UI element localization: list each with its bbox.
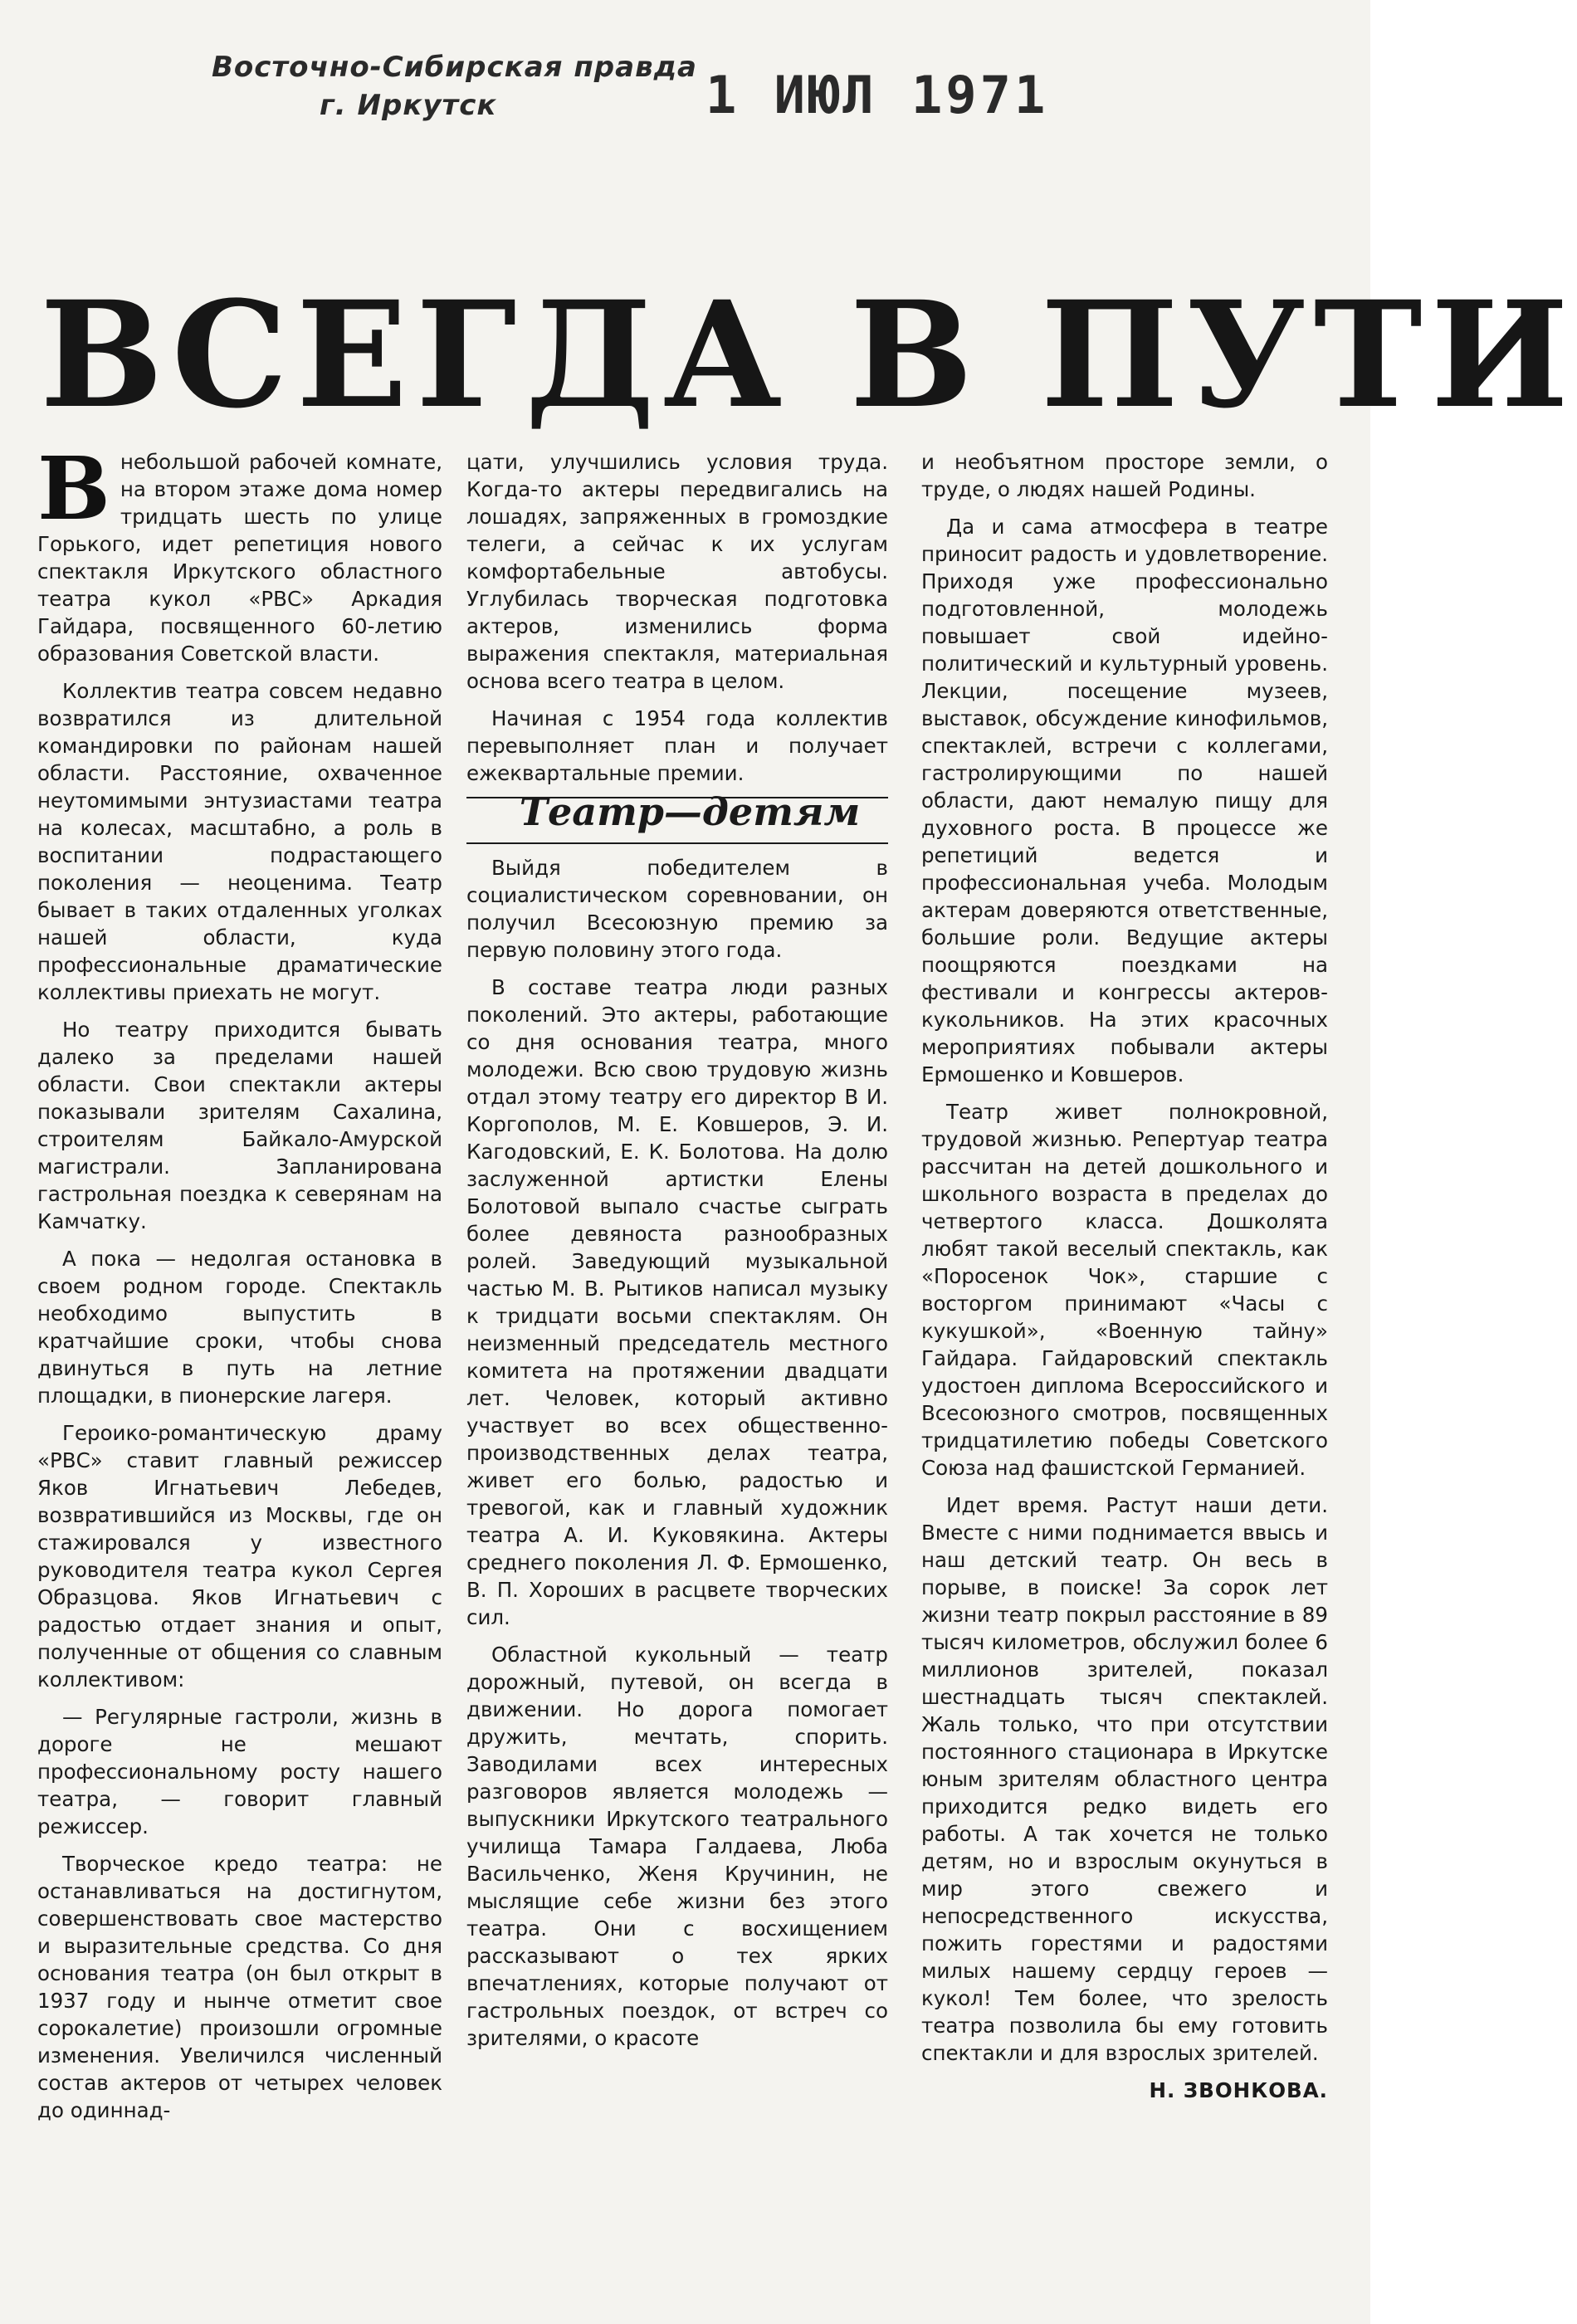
column-2 (466, 448, 888, 2282)
paragraph: Но театру приходится бывать далеко за пределами нашей области. Свои спектакли актеры показывали зрителям Сахалина, строителям Байкало-Амурской магистрали. Запланирована гастрольная поездка к северянам на Камчатку. (37, 1018, 442, 1233)
paragraph: Идет время. Растут наши дети. Вместе с ними поднимается ввысь и наш детский театр. Он весь в порыве, в поиске! За сорок лет жизни театр покрыл расстояние в 89 тысяч километров, обслужил более 6 миллионов зрителей, показал шестнадцать тысяч спектаклей. Жаль только, что при отсутствии постоянного стационара в Иркутске юным зрителям областного центра приходится редко видеть его работы. А так хочется не только детям, но и взрослым окунуться в мир этого свежего и непосредственного искусства, пожить горестями и радостями милых нашему сердцу героев — кукол! Тем более, что зрелость театра позволила бы ему готовить спектакли и для взрослых зрителей. (921, 1493, 1328, 2065)
stamp-city: г. Иркутск (320, 89, 497, 122)
paragraph: В составе театра люди разных поколений. Это актеры, работающие со дня основания театра, много молодежи. Всю свою трудовую жизнь отдал этому театру его директор В И. Коргополов, М. Е. Ковшеров, Э. И. Кагодовский, Е. К. Болотова. На долю заслуженной артистки Елены Болотовой выпало счастье сыграть более девяноста разнообразных ролей. Заведующий музыкальной частью М. В. Рытиков написал музыку к тридцати восьми спектаклям. Он неизменный председатель местного комитета на протяжении двадцати лет. Человек, который активно участвует во всех общественно-производственных делах театра, живет его болью, радостью и тревогой, как и главный художник театра А. И. Куковякина. Актеры среднего поколения Л. Ф. Ермошенко, В. П. Хороших в расцвете творческих сил. (466, 975, 888, 1629)
source-stamp (212, 48, 697, 124)
stamp-newspaper: Восточно-Сибирская правда (212, 51, 698, 84)
column-3 (921, 448, 1328, 2282)
paragraph: А пока — недолгая остановка в своем родном городе. Спектакль необходимо выпустить в кратчайшие сроки, чтобы снова двинуться в путь на летние площадки, в пионерские лагеря. (37, 1247, 442, 1408)
paragraph: Героико-романтическую драму «РВС» ставит главный режиссер Яков Игнатьевич Лебедев, возвратившийся из Москвы, где он стажировался у известного руководителя театра кукол Сергея Образцова. Яков Игнатьевич с радостью отдает знания и опыт, полученные от общения со славным коллективом: (37, 1421, 442, 1692)
paragraph: Внебольшой рабочей комнате, на втором этаже дома номер тридцать шесть по улице Горького, идет репетиция нового спектакля Иркутского областного театра кукол «РВС» Аркадия Гайдара, посвященного 60-летию образования Советской власти. (37, 437, 442, 666)
paragraph: Коллектив театра совсем недавно возвратился из длительной командировки по районам нашей области. Расстояние, охваченное неутомимыми энтузиастами театра на колесах, масштабно, а роль в воспитании подрастающего поколения — неоценима. Театр бывает в таких отдаленных уголках нашей области, куда профессиональные драматические коллективы приехать не могут. (37, 679, 442, 1004)
column-1 (37, 437, 442, 2282)
paragraph: Театр живет полнокровной, трудовой жизнью. Репертуар театра рассчитан на детей дошкольного и школьного возраста в пределах до четвертого класса. Дошколята любят такой веселый спектакль, как «Поросенок Чок», старшие с восторгом принимают «Часы с кукушкой», «Военную тайну» Гайдара. Гайдаровский спектакль удостоен диплома Всероссийского и Всесоюзного смотров, посвященных тридцатилетию победы Советского Союза над фашистской Германией. (921, 1100, 1328, 1480)
paragraph: Областной кукольный — театр дорожный, путевой, он всегда в движении. Но дорога помогает дружить, мечтать, спорить. Заводилами всех интересных разговоров является молодежь — выпускники Иркутского театрального училища Тамара Галдаева, Люба Васильченко, Женя Кручинин, не мыслящие себе жизни без этого театра. Они с восхищением рассказывают о тех ярких впечатлениях, которые получают от гастрольных поездок, от встреч со зрителями, о красоте (466, 1643, 888, 2050)
paragraph: Начиная с 1954 года коллектив перевыполняет план и получает ежеквартальные премии. (466, 706, 888, 785)
paragraph: Творческое кредо театра: не останавливаться на достигнутом, совершенствовать свое мастерство и выразительные средства. Со дня основания театра (он был открыт в 1937 году и нынче отметит свое сорокалетие) произошли огромные изменения. Увеличился численный состав актеров от четырех человек до одиннад- (37, 1852, 442, 2122)
paragraph: Выйдя победителем в социалистическом соревновании, он получил Всесоюзную премию за первую половину этого года. (466, 856, 888, 962)
article-title: ВСЕГДА В ПУТИ (40, 269, 1577, 441)
date-stamp: 1 ИЮЛ 1971 (706, 65, 1049, 125)
subheading: Театр—детям (466, 798, 888, 844)
author-signature: Н. ЗВОНКОВА. (1149, 2078, 1328, 2102)
paragraph: Да и сама атмосфера в театре приносит радость и удовлетворение. Приходя уже профессионально подготовленной, молодежь повышает свой идейно-политический и культурный уровень. Лекции, посещение музеев, выставок, обсуждение кинофильмов, спектаклей, встречи с коллегами, гастролирующими по нашей области, дают немалую пищу для духовного роста. В процессе же репетиций ведется и профессиональная учеба. Молодым актерам доверяются ответственные, большие роли. Ведущие актеры поощряются поездками на фестивали и конгрессы актеров-кукольников. На этих красочных мероприятиях побывали актеры Ермошенко и Ковшеров. (921, 515, 1328, 1086)
drop-cap: В (37, 437, 110, 540)
paragraph: — Регулярные гастроли, жизнь в дороге не мешают профессиональному росту нашего театра, — говорит главный режиссер. (37, 1705, 442, 1838)
paragraph: и необъятном просторе земли, о труде, о людях нашей Родины. (921, 450, 1328, 501)
paragraph: цати, улучшились условия труда. Когда-то актеры передвигались на лошадях, запряженных в громоздкие телеги, а сейчас к их услугам комфортабельные автобусы. Углубилась творческая подготовка актеров, изменились форма выражения спектакля, материальная основа всего театра в целом. (466, 450, 888, 693)
